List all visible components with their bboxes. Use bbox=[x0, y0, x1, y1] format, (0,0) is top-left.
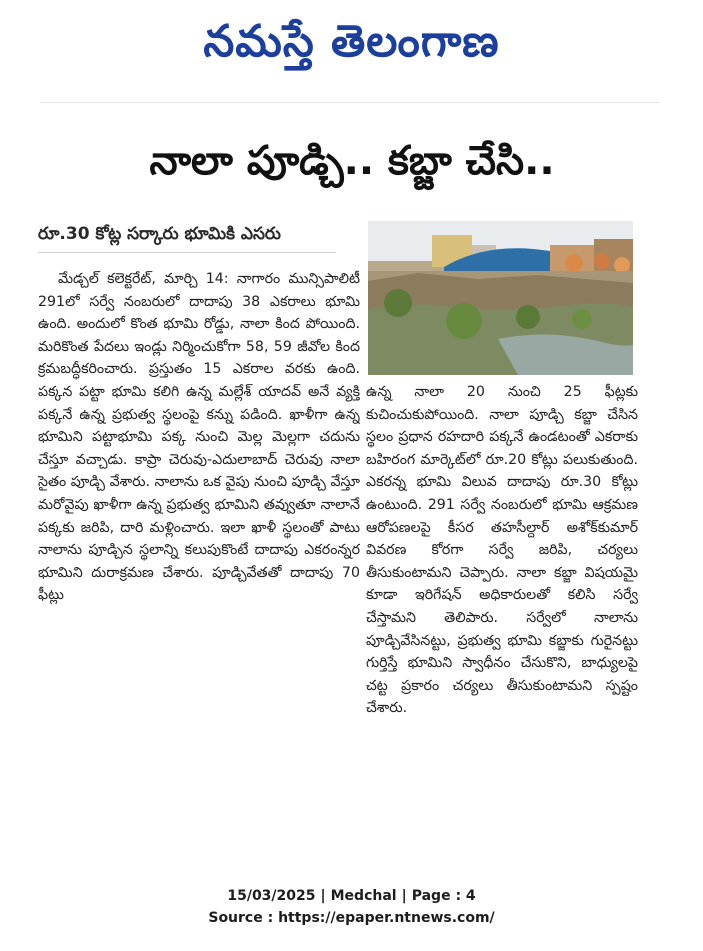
article-body-right bbox=[366, 381, 638, 837]
footer-dateline: 15/03/2025 | Medchal | Page : 4 bbox=[227, 888, 476, 904]
footer-date: 15/03/2025 bbox=[227, 888, 316, 904]
footer-edition: Medchal bbox=[330, 888, 397, 904]
footer-source-link[interactable]: https://epaper.ntnews.com/ bbox=[278, 910, 495, 926]
news-photo bbox=[368, 221, 633, 375]
article-paragraph-left: మేడ్చల్ కలెక్టరేట్, మార్చి 14: నాగారం మున్సిపాలిటీ 291లో సర్వే నంబరులో దాదాపు 38 ఎకరాలు భూమి ఉంది. అందులో కొంత భూమి రోడ్డు, నాలా కింద పోయింది. మరికొంత పేదలు ఇండ్లు నిర్మించుకోగా 58, 59 జీవోల కింద క్రమబద్ధీకరించారు. ప్రస్తుతం 15 ఎకరాల వరకు ఉంది. పక్కన పట్టా భూమి కలిగి ఉన్న మల్లేశ్ యాదవ్ అనే వ్యక్తి పక్కనే ఉన్న ప్రభుత్వ స్థలంపై కన్ను పడింది. ఖాళీగా ఉన్న భూమిని పట్టాభూమి పక్క నుంచి మెల్ల మెల్లగా చదును చేస్తూ వచ్చాడు. కాప్రా చెరువు-ఎదులాబాద్ చెరువు నాలా సైతం పూడ్చి వేశారు. నాలాను ఒక వైపు నుంచి పూడ్చి వేస్తూ మరోవైపు ఖాళీగా ఉన్న ప్రభుత్వ భూమిని తవ్వుతూ నాలానే పక్కకు జరిపి, దారి మళ్లించారు. ఇలా ఖాళీ స్థలంతో పాటు నాలాను పూడ్చిన స్థలాన్ని కలుపుకొంటే దాదాపు ఎకరంన్నర భూమిని దురాక్రమణ చేశారు. పూడ్చివేతతో దాదాపు 70 ఫీట్లు bbox=[38, 271, 360, 604]
footer-source bbox=[0, 910, 703, 926]
article-subheadline: రూ.30 కోట్ల సర్కారు భూమికి ఎసరు bbox=[38, 216, 336, 253]
article-body-left bbox=[38, 268, 360, 834]
divider bbox=[40, 102, 660, 103]
footer-page: Page : 4 bbox=[411, 888, 476, 904]
footer-source-label: Source : bbox=[208, 910, 274, 926]
article-headline: నాలా పూడ్చి.. కబ్జా చేసి.. bbox=[149, 138, 555, 184]
article-paragraph-right: ఉన్న నాలా 20 నుంచి 25 ఫీట్లకు కుచించుకుపోయింది. నాలా పూడ్చి కబ్జా చేసిన స్థలం ప్రధాన రహదారి పక్కనే ఉండటంతో ఎకరాకు బహిరంగ మార్కెట్‌లో రూ.20 కోట్లు పలుకుతుంది. ఎకరన్న భూమి విలువ దాదాపు రూ.30 కోట్లు ఉంటుంది. 291 సర్వే నంబరులో భూమి ఆక్రమణ ఆరోపణలపై కీసర తహసీల్దార్ అశోక్‌కుమార్ వివరణ కోరగా సర్వే జరిపి, చర్యలు తీసుకుంటామని చెప్పారు. నాలా కబ్జా విషయమై కూడా ఇరిగేషన్ అధికారులతో కలిసి సర్వే చేస్తామని తెలిపారు. సర్వేలో నాలాను పూడ్చివేసినట్టు, ప్రభుత్వ భూమి కబ్జాకు గురైనట్టు గుర్తిస్తే భూమిని స్వాధీనం చేసుకొని, బాధ్యులపై చట్ట ప్రకారం చర్యలు తీసుకుంటామని స్పష్టం చేశారు. bbox=[366, 384, 638, 717]
masthead-title: నమస్తే తెలంగాణ bbox=[203, 16, 500, 67]
